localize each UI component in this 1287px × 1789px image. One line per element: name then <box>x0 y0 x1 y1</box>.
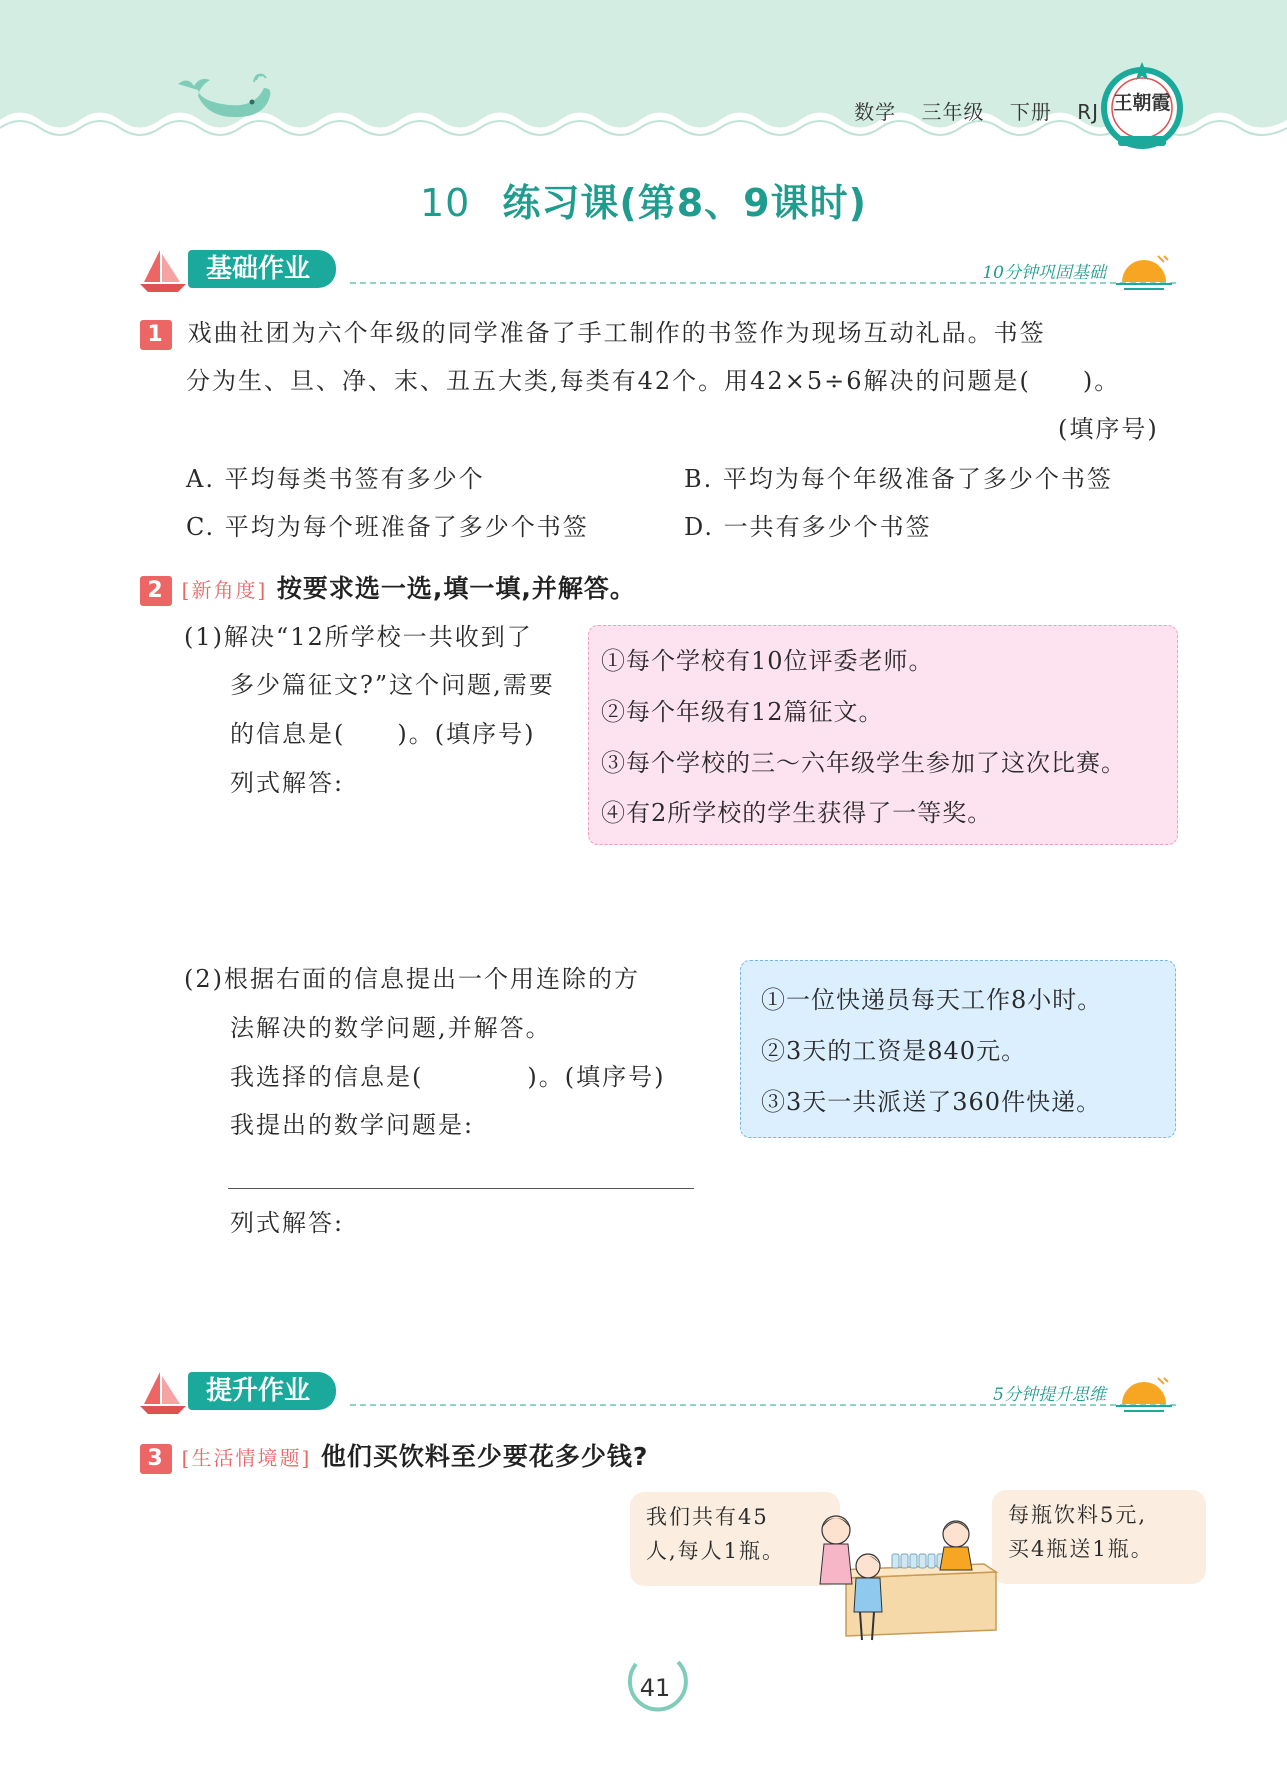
q1-option-d: D. 一共有多少个书签 <box>684 513 932 541</box>
q2-part1-answer-label: 列式解答: <box>230 769 345 797</box>
q2-part1-line3: 的信息是( )。(填序号) <box>230 720 536 748</box>
sailboat-icon <box>140 248 190 294</box>
q2-part1-info-4: ④有2所学校的学生获得了一等奖。 <box>601 799 993 827</box>
q2-part2-answer-label: 列式解答: <box>230 1209 345 1237</box>
bubble-left-line2: 人,每人1瓶。 <box>646 1539 786 1563</box>
q1-fill-hint: (填序号) <box>1058 415 1159 443</box>
section-basic-note: 10分钟巩固基础 <box>982 263 1106 283</box>
q1-text-1: 戏曲社团为六个年级的同学准备了手工制作的书签作为现场互动礼品。书签 <box>187 319 1046 347</box>
bubble-right-line1: 每瓶饮料5元, <box>1008 1503 1148 1527</box>
q2-part1-info-1: ①每个学校有10位评委老师。 <box>601 647 934 675</box>
q3-header <box>140 1442 648 1474</box>
edition-label: RJ <box>1077 100 1099 124</box>
q2-part2-line1: (2)根据右面的信息提出一个用连除的方 <box>184 965 640 993</box>
q2-part1-info-box <box>588 625 1178 845</box>
header-meta <box>836 96 1099 125</box>
q2-part1-line1: (1)解决“12所学校一共收到了 <box>184 623 533 651</box>
q1-option-a: A. 平均每类书签有多少个 <box>186 465 485 493</box>
q2-prompt: 按要求选一选,填一填,并解答。 <box>276 574 636 603</box>
q2-part2-info-3: ③3天一共派送了360件快递。 <box>761 1088 1102 1116</box>
lesson-title-text: 练习课(第8、9课时) <box>502 181 867 225</box>
brand-name: 王朝霞 <box>1113 92 1171 114</box>
section-advanced-label: 提升作业 <box>188 1372 336 1410</box>
shop-scene-illustration <box>806 1500 1006 1650</box>
lesson-title <box>0 172 1287 227</box>
q2-part2-info-box <box>740 960 1176 1138</box>
q3-tag: [生活情境题] <box>181 1446 312 1470</box>
page-number: 41 <box>639 1674 671 1702</box>
q1-line1 <box>140 318 1046 350</box>
section-advanced-note: 5分钟提升思维 <box>993 1385 1106 1405</box>
q2-part1-info-3: ③每个学校的三～六年级学生参加了这次比赛。 <box>601 749 1126 777</box>
section-advanced-header <box>140 1368 1176 1416</box>
q1-option-c: C. 平均为每个班准备了多少个书签 <box>186 513 589 541</box>
q2-tag: [新角度] <box>181 578 268 602</box>
subject-label: 数学 <box>854 100 897 124</box>
q2-part1-info-2: ②每个年级有12篇征文。 <box>601 698 884 726</box>
q3-number-badge: 3 <box>140 1444 172 1474</box>
q2-part1-line2: 多少篇征文?”这个问题,需要 <box>230 671 555 699</box>
q2-part2-line3: 我选择的信息是( )。(填序号) <box>230 1063 666 1091</box>
sailboat-icon <box>140 1370 190 1416</box>
volume-label: 下册 <box>1009 100 1052 124</box>
section-basic-label: 基础作业 <box>188 250 336 288</box>
q2-part2-info-2: ②3天的工资是840元。 <box>761 1037 1027 1065</box>
grade-label: 三年级 <box>921 100 985 124</box>
q2-part2-line2: 法解决的数学问题,并解答。 <box>230 1014 552 1042</box>
bubble-left-line1: 我们共有45 <box>646 1505 769 1529</box>
whale-icon <box>170 70 280 140</box>
q2-answer-line[interactable] <box>228 1188 694 1189</box>
sunrise-icon <box>1116 1374 1172 1414</box>
bubble-right-line2: 买4瓶送1瓶。 <box>1008 1537 1154 1561</box>
speech-bubble-right <box>992 1490 1206 1584</box>
q1-option-b: B. 平均为每个年级准备了多少个书签 <box>684 465 1113 493</box>
section-basic-header <box>140 246 1176 294</box>
sunrise-icon <box>1116 252 1172 292</box>
q2-part2-line4: 我提出的数学问题是: <box>230 1111 475 1139</box>
q2-part2-info-1: ①一位快递员每天工作8小时。 <box>761 986 1103 1014</box>
q1-number-badge: 1 <box>140 320 172 350</box>
brand-logo <box>1100 60 1184 152</box>
q3-prompt: 他们买饮料至少要花多少钱? <box>320 1442 649 1471</box>
lesson-number: 10 <box>420 181 471 225</box>
q2-header <box>140 574 636 606</box>
q2-number-badge: 2 <box>140 576 172 606</box>
q1-line2: 分为生、旦、净、末、丑五大类,每类有42个。用42×5÷6解决的问题是( )。 <box>186 367 1121 395</box>
